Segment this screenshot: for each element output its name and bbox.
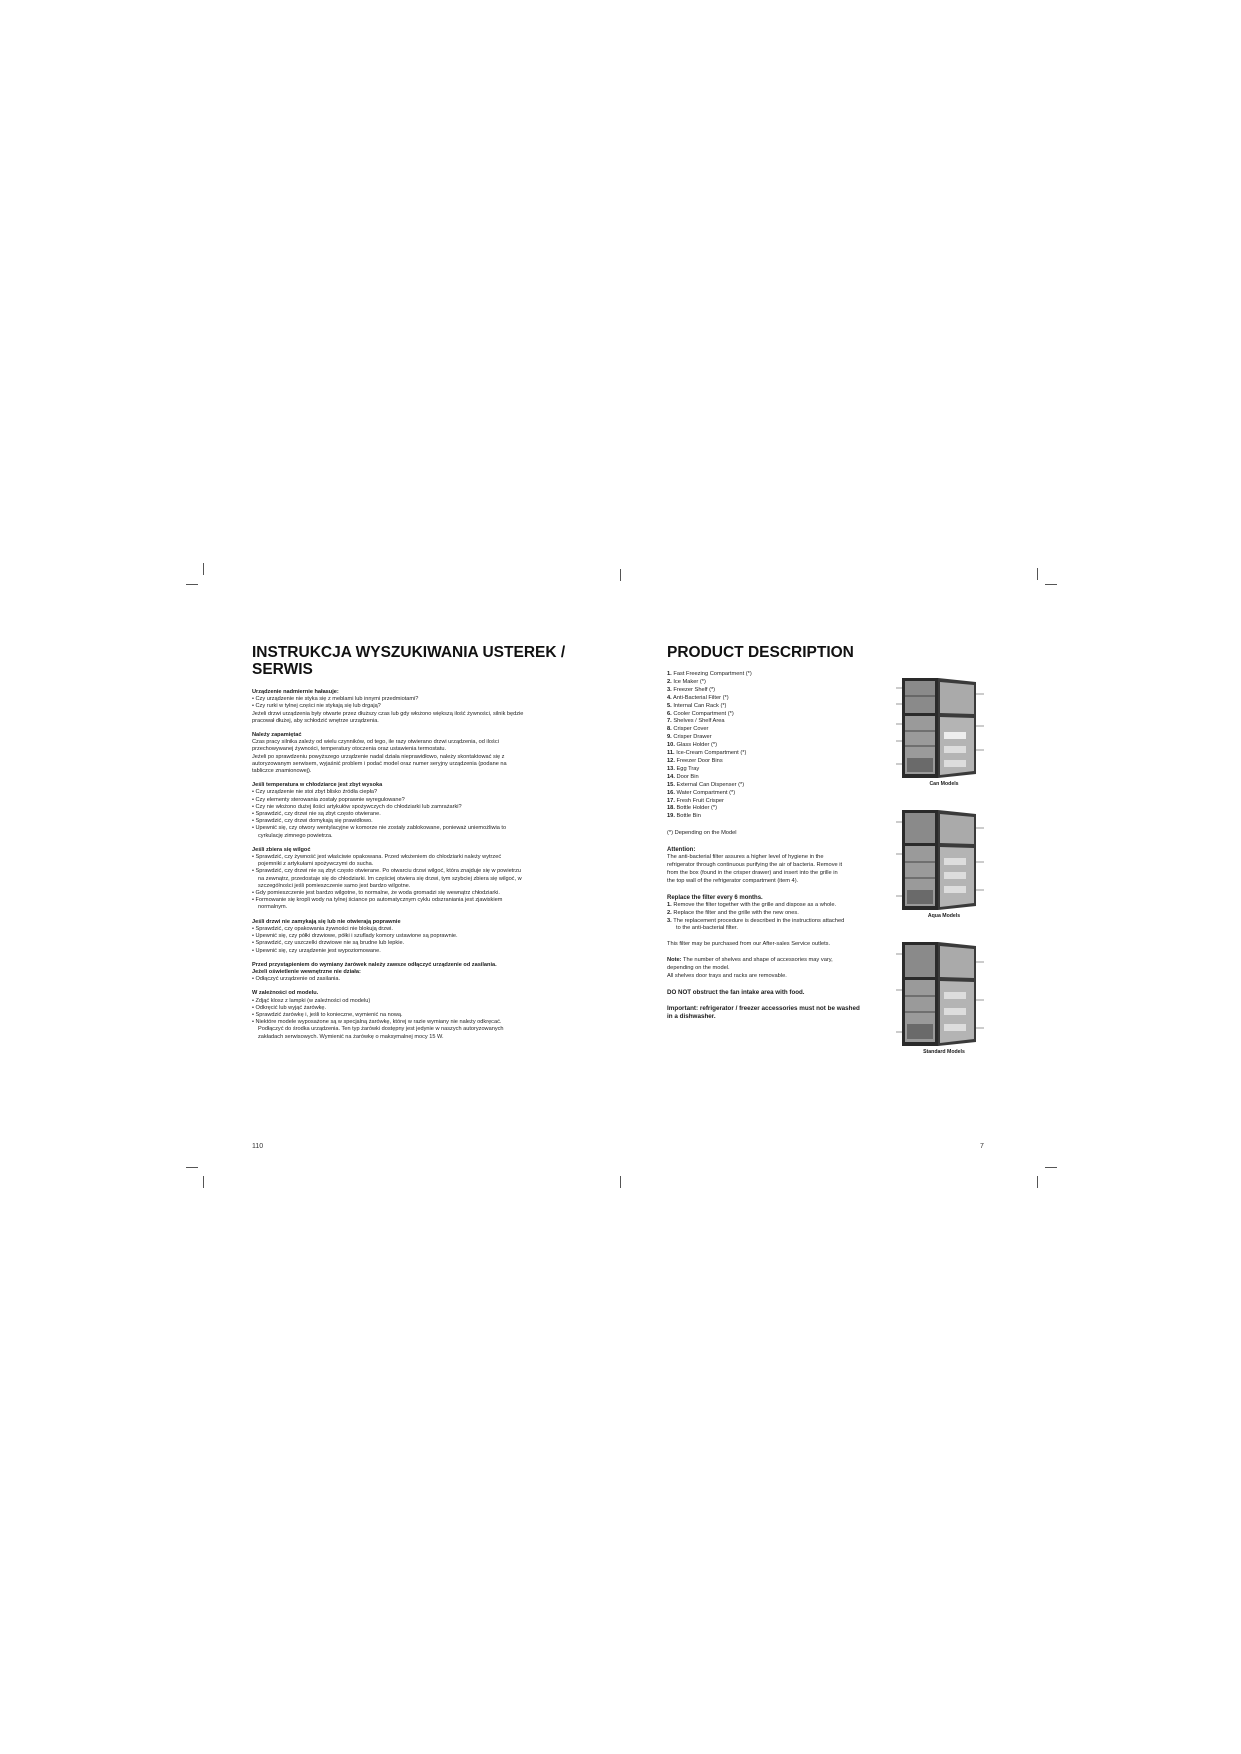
section-line: Czas pracy silnika zależy od wielu czynników, od tego, ile razy otwierano drzwi urządzenia, od ilości [252,739,499,746]
troubleshooting-section [252,919,574,955]
parts-list-item [667,687,899,695]
left-page [252,644,574,1048]
part-number: 19. [667,813,675,820]
section-line: • Czy urządzenie nie styka się z meblami lub innymi przedmiotami? [252,696,419,703]
parts-list-item [667,774,899,782]
section-line: • Upewnić się, czy urządzenie jest wypoziomowane. [252,947,381,954]
part-number: 2. [667,678,672,685]
part-label: Freezer Shelf (*) [673,686,716,693]
section-line: szczególności jeśli pomieszczenie samo jest bardzo wilgotne. [258,882,411,889]
section-heading: Urządzenie nadmiernie hałasuje: [252,689,339,695]
section-subheading: Jeżeli oświetlenie wewnętrzne nie działa: [252,968,361,975]
part-number: 18. [667,805,675,812]
parts-list-item [667,782,899,790]
troubleshooting-section [252,962,574,984]
section-line: pojemniki z artykułami spożywczymi do sucha. [258,861,374,868]
crop-mark [186,1167,198,1168]
right-page [667,644,899,1021]
crop-mark [203,1176,204,1188]
section-line: • Upewnić się, czy półki drzwiowe, półki i szuflady komory ustawione są poprawnie. [252,933,458,940]
section-line: • Sprawdzić, czy drzwi nie są zbyt często otwierane. Po otwarciu drzwi wilgoć, która znajduje się w powietrzu [252,868,522,875]
part-number: 9. [667,734,672,741]
important-warning [667,1005,899,1021]
troubleshooting-section [252,782,574,840]
fridge-can-image [896,676,992,780]
section-line: • Sprawdzić, czy drzwi nie są zbyt często otwierane. [252,811,381,818]
section-line: • Czy rurki w tylnej części nie stykają się lub drgają? [252,703,381,710]
fridge-illustration-standard [896,940,996,1055]
attention-line: from the box (found in the crisper drawer) and insert into the grille in [667,869,838,876]
part-label: Fresh Fruit Crisper [676,797,724,804]
parts-list-item [667,695,899,703]
page-number-left: 110 [252,1143,264,1150]
section-line: • Sprawdzić żarówkę i, jeśli to konieczne, wymienić na nową. [252,1011,403,1018]
part-label: Cooler Compartment (*) [673,710,734,717]
step-text: Remove the filter together with the grille and dispose as a whole. [673,901,837,908]
caption-standard-models: Standard Models [923,1049,965,1055]
parts-list-item [667,805,899,813]
do-not-warning [667,989,899,997]
replace-step [667,918,899,926]
purchase-note: This filter may be purchased from our After-sales Service outlets. [667,941,831,948]
crop-mark [620,569,621,581]
crop-mark [620,1176,621,1188]
parts-list-item [667,726,899,734]
attention-block [667,846,899,886]
parts-list-item [667,766,899,774]
section-line: • Upewnić się, czy otwory wentylacyjne w komorze nie zostały zablokowane, ponieważ uniemożliwia to [252,825,507,832]
attention-line: refrigerator through continuous purifying the air of bacteria. Remove it [667,862,843,869]
part-label: Water Compartment (*) [676,789,736,796]
part-label: Shelves / Shelf Area [673,718,725,725]
section-line: • Odłączyć urządzenie od zasilania. [252,976,341,983]
note-label: Note: [667,957,682,964]
important-line: Important: refrigerator / freezer accessories must not be washed [667,1004,860,1012]
part-number: 6. [667,710,672,717]
replace-heading: Replace the filter every 6 months. [667,894,763,901]
section-line: • Czy elementy sterowania zostały poprawnie wyregulowane? [252,796,405,803]
part-label: External Can Dispenser (*) [676,781,745,788]
caption-can-models: Can Models [929,781,959,787]
troubleshooting-section [252,689,574,725]
title-line: INSTRUKCJA WYSZUKIWANIA USTEREK / [252,644,566,661]
section-line: cyrkulację zimnego powietrza. [258,832,333,839]
crop-mark [1037,568,1038,580]
parts-list-item [667,758,899,766]
parts-list-item [667,718,899,726]
part-label: Fast Freezing Compartment (*) [673,671,752,677]
fridge-illustration-aqua [896,808,996,919]
part-number: 4. [667,694,672,701]
part-label: Crisper Cover [673,726,709,733]
step-text: The replacement procedure is described in the instructions attached [673,917,845,924]
important-line: in a dishwasher. [667,1012,716,1020]
section-line: • Zdjąć klosz z lampki (w zależności od modelu) [252,997,371,1004]
replace-steps [667,902,899,926]
section-line: normalnym. [258,904,288,911]
parts-list-item [667,750,899,758]
part-label: Bottle Holder (*) [676,805,717,812]
section-heading: Jeśli zbiera się wilgoć [252,846,311,853]
section-line: • Sprawdzić, czy uszczelki drzwiowe nie są brudne lub lepkie. [252,940,405,947]
part-number: 5. [667,702,672,709]
part-number: 13. [667,765,675,772]
part-label: Internal Can Rack (*) [673,702,727,709]
fridge-illustration-can [896,676,996,787]
section-heading: Jeśli temperatura w chłodziarce jest zbyt wysoka [252,782,383,789]
attention-line: The anti-bacterial filter assures a higher level of hygiene in the [667,854,824,861]
section-heading: Jeśli drzwi nie zamykają się lub nie otwierają poprawnie [252,918,401,925]
crop-mark [203,563,204,575]
section-line: • Czy urządzenie nie stoi zbyt blisko źródła ciepła? [252,789,378,796]
caption-aqua-models: Aqua Models [927,913,961,919]
section-line: autoryzowanym serwisem, wyjaśnić problem i podać model oraz numer seryjny urządzenia (podane na [252,760,507,767]
part-label: Anti-Bacterial Filter (*) [673,694,729,701]
section-line: • Gdy pomieszczenie jest bardzo wilgotne, to normalne, że woda gromadzi się wewnątrz chłodziarki. [252,890,500,897]
note-block [667,957,899,981]
page-title [252,644,574,678]
section-line: Jeżeli drzwi urządzenia były otwarte przez dłuższy czas lub gdy włożono większą ilość żywności, silnik będzie [252,710,524,717]
parts-list-item [667,703,899,711]
section-heading: Należy zapamiętać [252,732,302,739]
part-number: 14. [667,773,675,780]
part-label: Freezer Door Bins [676,757,723,764]
part-label: Egg Tray [676,765,700,772]
step-number: 1. [667,901,672,908]
section-line: • Odkręcić lub wyjąć żarówkę. [252,1004,327,1011]
part-number: 11. [667,750,675,757]
crop-mark [1045,584,1057,585]
crop-mark [1037,1176,1038,1188]
attention-heading: Attention: [667,847,696,854]
section-line: pracował dłużej, aby schłodzić wnętrze urządzenia. [252,717,379,724]
part-number: 10. [667,742,675,749]
troubleshooting-section [252,847,574,912]
fridge-aqua-image [896,808,992,912]
crop-mark [1045,1167,1057,1168]
replace-block [667,894,899,934]
page-number-right: 7 [980,1143,984,1150]
section-line: • Formowanie się kropli wody na tylnej ściance po automatycznym cyklu odszraniania jest zjawiskiem [252,897,503,904]
parts-list-item [667,671,899,679]
replace-step-continuation: to the anti-bacterial filter. [676,925,738,932]
part-number: 1. [667,671,672,677]
troubleshooting-section [252,990,574,1040]
section-line: zakładach serwisowych. Wymienić na żarówkę o maksymalnej mocy 15 W. [258,1033,444,1040]
depending-note: (*) Depending on the Model [667,830,737,837]
section-line: • Sprawdzić, czy opakowania żywności nie blokują drzwi. [252,925,393,932]
part-number: 16. [667,789,675,796]
section-heading: W zależności od modelu. [252,990,319,997]
section-line: • Czy nie włożono dużej ilości artykułów spożywczych do chłodziarki lub zamrażarki? [252,803,462,810]
section-line: • Sprawdzić, czy żywność jest właściwie opakowana. Przed włożeniem do chłodziarki należy wytrzeć [252,854,502,861]
section-line: tabliczce znamionowej). [252,768,312,775]
do-not-label: DO NOT [667,989,692,996]
parts-list-item [667,798,899,806]
part-number: 17. [667,797,675,804]
attention-line: the top wall of the refrigerator compartment (item 4). [667,877,799,884]
troubleshooting-sections [252,689,574,1041]
parts-list-item [667,734,899,742]
part-number: 12. [667,757,675,764]
section-line: Jeżeli po sprawdzeniu powyższego urządzenie nadal działa nieprawidłowo, należy skontaktować się z [252,753,505,760]
part-number: 3. [667,686,672,693]
part-number: 7. [667,718,672,725]
part-label: Ice-Cream Compartment (*) [676,750,747,757]
part-number: 15. [667,781,675,788]
troubleshooting-section [252,732,574,775]
step-text: Replace the filter and the grille with the new ones. [673,909,799,916]
section-line: Podłączyć do środka urządzenia. Ten typ żarówki dostępny jest jedynie w naszych autoryzowanych [258,1026,504,1033]
part-label: Ice Maker (*) [673,678,706,685]
part-number: 8. [667,726,672,733]
parts-list-item [667,679,899,687]
part-label: Crisper Drawer [673,734,712,741]
parts-list-item [667,813,899,821]
note-line: depending on the model. [667,965,730,972]
section-line: • Niektóre modele wyposażone są w specjalną żarówkę, której w razie wymiany nie należy odkręcać. [252,1019,502,1026]
section-line: przechowywanej żywności, temperatury otoczenia oraz ustawienia termostatu. [252,746,447,753]
section-heading: Przed przystąpieniem do wymiany żarówek należy zawsze odłączyć urządzenie od zasilania. [252,961,497,968]
page-title: PRODUCT DESCRIPTION [667,644,854,661]
fridge-standard-image [896,940,992,1048]
step-number: 2. [667,909,672,916]
do-not-text: obstruct the fan intake area with food. [691,989,805,996]
section-line: • Sprawdzić, czy drzwi domykają się prawidłowo. [252,818,373,825]
replace-step [667,910,899,918]
section-line: na zewnątrz, przedostaje się do chłodziarki. Im częściej otwiera się drzwi, tym szybciej zbiera się wilgoć, w [258,875,522,882]
part-label: Glass Holder (*) [676,742,717,749]
replace-step [667,902,899,910]
step-number: 3. [667,917,672,924]
parts-list-item [667,711,899,719]
part-label: Door Bin [676,773,699,780]
note-line: All shelves door trays and racks are removable. [667,973,787,980]
part-label: Bottle Bin [676,813,701,820]
parts-list-item [667,742,899,750]
crop-mark [186,584,198,585]
note-line: The number of shelves and shape of accessories may vary, [681,957,833,964]
parts-list-item [667,790,899,798]
title-line: SERWIS [252,661,313,678]
parts-list [667,671,899,821]
